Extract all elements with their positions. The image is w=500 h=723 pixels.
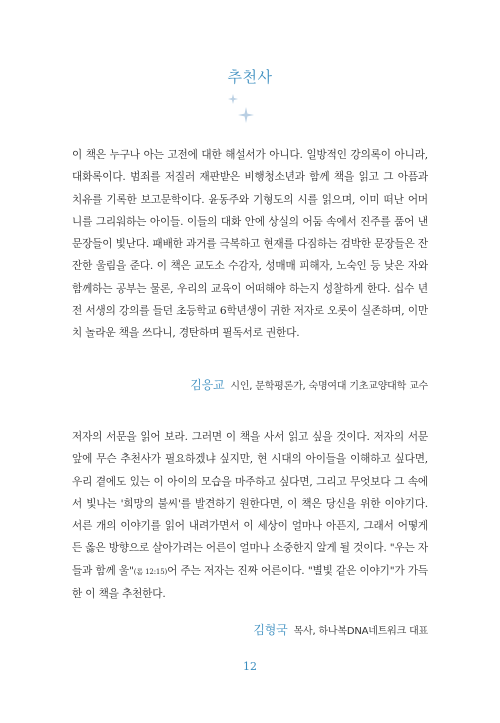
recommender-name-2: 김형국 (253, 623, 288, 637)
recommender-role-1: 시인, 문학평론가, 숙명여대 기초교양대학 교수 (230, 381, 428, 392)
recommendation-text-1: 이 책은 누구나 아는 고전에 대한 해설서가 아니다. 일방적인 강의록이 아니라, 대화록이다. 범죄를 저질러 재판받은 비행청소년과 함께 책을 읽고 그 아픔과 치유를 기록한 보고문학이다. 윤동주와 기형도의 시를 읽으며, 이미 떠난 어머니를 그리워하는 아이들. 이들의 대화 안에 상실의 어둠 속에서 진주를 품어 낸 문장들이 빛난다. 패배한 과거를 극복하고 현재를 다짐하는 검박한 문장들은 잔잔한 울림을 준다. 이 책은 교도소 수감자, 성매매 피해자, 노숙인 등 낮은 자와 함께하는 공부는 물론, 우리의 교육이 어떠해야 하는지 성찰하게 한다. 십수 년 전 서생의 강의를 들던 초등학교 6학년생이 귀한 저자로 오롯이 실존하며, 이만치 놀라운 책을 쓰다니, 경탄하며 필독서로 권한다. (72, 149, 428, 340)
bible-reference: (롬 12:15) (133, 567, 168, 576)
sparkle-icon-large (238, 107, 254, 123)
page-title: 추천사 (227, 68, 273, 86)
recommender-signature-1 (190, 376, 428, 393)
recommendation-text-2-part-2: 어 주는 저자는 진짜 어른이다. "별빛 같은 이야기"가 가득한 이 책을 추천한다. (72, 564, 428, 601)
recommendation-text-2-part-1: 저자의 서문을 읽어 보라. 그러면 이 책을 사서 읽고 싶을 것이다. 저자의 서문 앞에 무슨 추천사가 필요하겠냐 싶지만, 현 시대의 아이들을 이해하고 싶다면, 우리 곁에도 있는 이 아이의 모습을 마주하고 싶다면, 그리고 무엇보다 그 속에서 빛나는 '희망의 불씨'를 발견하기 원한다면, 이 책은 당신을 위한 이야기다. 서른 개의 이야기를 읽어 내려가면서 이 세상이 얼마나 아픈지, 그래서 어떻게든 옳은 방향으로 살아가려는 어른이 얼마나 소중한지 알게 될 것이다. "우는 자들과 함께 울" (72, 431, 428, 577)
sparkle-icon-small (228, 94, 238, 104)
recommender-name-1: 김응교 (190, 378, 225, 392)
page-number: 12 (243, 660, 257, 673)
recommendation-text-2 (72, 426, 428, 605)
recommender-role-2: 목사, 하나복DNA네트워크 대표 (293, 626, 428, 637)
recommender-signature-2 (253, 621, 428, 638)
